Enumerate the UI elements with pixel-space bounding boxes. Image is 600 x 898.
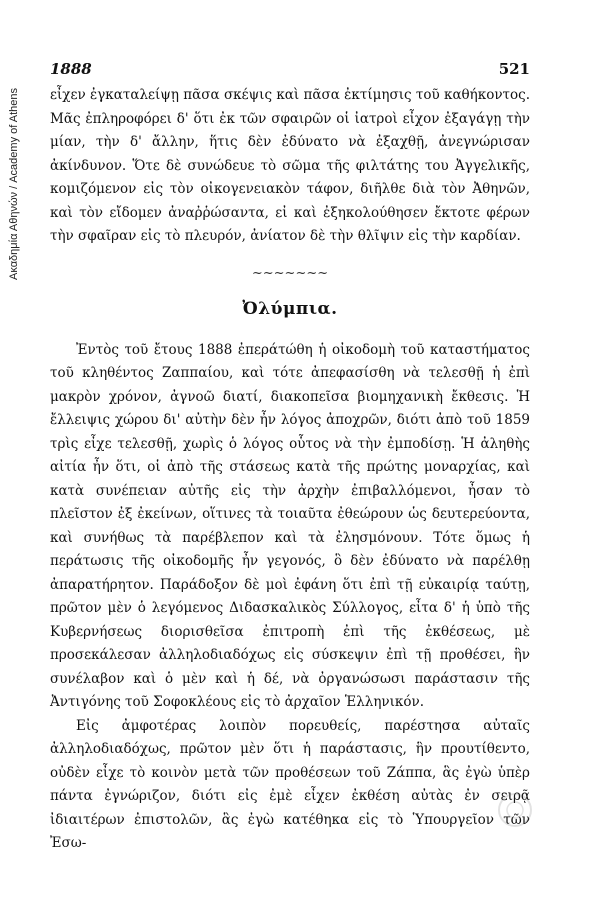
page-header [50,60,530,78]
paragraph-olympia-2: Εἰς ἀμφοτέρας λοιπὸν πορευθείς, παρέστησα αὐταῖς ἀλληλοδιαδόχως, πρῶτον μὲν ὅτι ἡ παράστασις, ἣν προυτίθεντο, οὐδὲν εἶχε τὸ κοινὸν μετὰ τῶν προθέσεων τοῦ Ζάππα, ἃς ἐγὼ ὑπὲρ πάντα ἐγνώριζον, διότι εἰς ἐμὲ εἶχεν ἐκθέση αὐτὰς ἐν σειρᾷ ἰδιαιτέρων ἐπιστολῶν, ἃς ἐγὼ κατέθηκα εἰς τὸ Ὑπουργεῖον τῶν Ἐσω- [50,717,530,851]
library-stamp-mark [455,790,575,830]
section-title: Ὀλύμπια. [242,298,338,319]
stamp-emblem-icon [495,790,535,830]
archive-watermark-label: Ακαδημία Αθηνών / Academy of Athens [8,87,20,280]
header-year: 1888 [50,60,92,78]
book-page [50,60,530,856]
paragraph-continued: εἶχεν ἐγκαταλείψῃ πᾶσα σκέψις καὶ πᾶσα ἐκτίμησις τοῦ καθήκοντος. Μᾶς ἐπληροφόρει δ' ὅτι ἐκ τῶν σφαιρῶν οἱ ἰατροὶ εἶχον ἐξαγάγῃ τὴν μίαν, τὴν δ' ἄλλην, ἥτις δὲν ἐδύνατο νὰ ἐξαχθῇ, ἀνεγνώρισαν ἀκίνδυνον. Ὅτε δὲ συνώδευε τὸ σῶμα τῆς φιλτάτης του Ἀγγελικῆς, κομιζόμενον εἰς τὸν οἰκογενειακὸν τάφον, διῆλθε διὰ τὸν Ἀθηνῶν, καὶ τὸν εἴδομεν ἀναῤῥώσαντα, εἰ καὶ ἐξηκολούθησεν ἔκτοτε φέρων τὴν σφαῖραν εἰς τὸ πλευρόν, ἀνίατον δὲ τὴν θλῖψιν εἰς τὴν καρδίαν. [50,87,530,244]
page-number: 521 [498,60,530,78]
section-divider-ornament: ~~~~~~~ [251,265,329,281]
paragraph-olympia-1: Ἐντὸς τοῦ ἔτους 1888 ἐπεράτώθη ἡ οἰκοδομὴ τοῦ καταστήματος τοῦ κληθέντος Ζαππαίου, καὶ τότε ἀπεφασίσθη νὰ τελεσθῇ ἡ ἐπὶ μακρὸν χρόνον, ἀγνοῶ διατί, διακοπεῖσα βιομηχανικὴ ἔκθεσις. Ἡ ἔλλειψις χώρου δι' αὐτὴν δὲν ἦν λόγος ἀποχρῶν, διότι ἀπὸ τοῦ 1859 τρὶς εἶχε τελεσθῇ, χωρὶς ὁ λόγος οὗτος νὰ τὴν ἐμποδίσῃ. Ἡ ἀληθὴς αἰτία ἦν ὅτι, οἱ ἀπὸ τῆς στάσεως κατὰ τῆς πρώτης μοναρχίας, καὶ κατὰ συνέπειαν αὐτῆς εἰς τὴν ἀρχὴν ἐπιβαλλόμενοι, ἦσαν τὸ πλεῖστον ἐξ ἐκείνων, οἵτινες τὰ τοιαῦτα ἐθεώρουν ὡς δευτερεύοντα, καὶ συνήθως τὰ παρέβλεπον καὶ τὰ ἐλησμόνουν. Τότε ὅμως ἡ περάτωσις τῆς οἰκοδομῆς ἦν γεγονός, ὃ δὲν ἐδύνατο νὰ παρέλθῃ ἀπαρατήρητον. Παράδοξον δὲ μοὶ ἐφάνη ὅτι ἐπὶ τῇ εὐκαιρίᾳ ταύτῃ, πρῶτον μὲν ὁ λεγόμενος Διδασκαλικὸς Σύλλογος, εἶτα δ' ἡ ὑπὸ τῆς Κυβερνήσεως διορισθεῖσα ἐπιτροπὴ ἐπὶ τῆς ἐκθέσεως, μὲ προσεκάλεσαν ἀλληλοδιαδόχως εἰς σύσκεψιν ἐπὶ τῇ προθέσει, ἣν συνέλαβον καὶ ὁ μὲν καὶ ἡ δέ, νὰ ὀργανώσωσι παράστασιν τῆς Ἀντιγόνης τοῦ Σοφοκλέους εἰς τὸ ἀρχαῖον Ἑλληνικόν. [50,341,530,710]
